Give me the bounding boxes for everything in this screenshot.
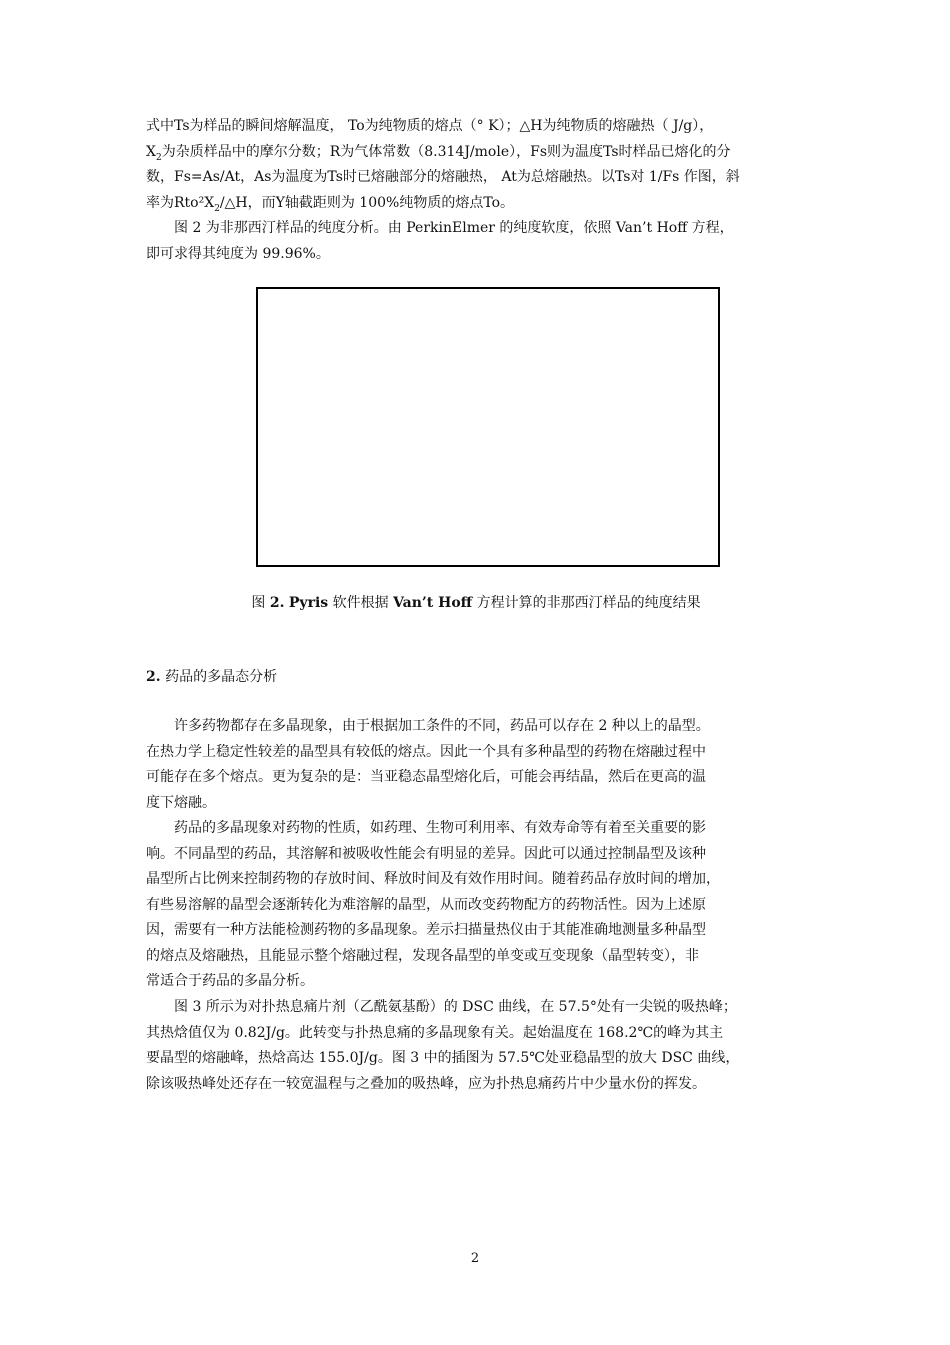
figure-2-image-frame — [256, 287, 720, 567]
text-line: 图 2 为非那西汀样品的纯度分析。由 PerkinElmer 的纯度软度，依照 Van’t Hoff 方程， — [174, 220, 734, 236]
text-line: 晶型所占比例来控制药物的存放时间、释放时间及有效作用时间。随着药品存放时间的增加， — [146, 871, 720, 887]
page-number: 2 — [470, 1251, 480, 1266]
text-span: /△H，而Y轴截距则为 100%纯物质的熔点To。 — [219, 194, 515, 211]
text-line: 即可求得其纯度为 99.96%。 — [146, 245, 330, 262]
text-line: 在热力学上稳定性较差的晶型具有较低的熔点。因此一个具有多种晶型的药物在熔融过程中 — [146, 743, 706, 760]
text-span: 为杂质样品中的摩尔分数；R为气体常数（8.314J/mole），Fs则为温度Ts时样品已熔化的分 — [161, 143, 731, 160]
text-line: 因，需要有一种方法能检测药物的多晶现象。差示扫描量热仪由于其能准确地测量多种晶型 — [146, 922, 706, 938]
paragraph-polymorphism-importance — [146, 816, 806, 995]
subscript: 2 — [155, 152, 162, 163]
subscript: 2 — [214, 203, 220, 214]
section-heading — [146, 666, 277, 688]
text-line — [146, 191, 806, 217]
caption-prefix: 图 — [251, 595, 266, 611]
section-number: 2. — [146, 669, 161, 685]
text-line: 的熔点及熔融热，且能显示整个熔融过程，发现各晶型的单变或互变现象（晶型转变），非 — [146, 947, 699, 964]
text-line: 要晶型的熔融峰，热焓高达 155.0J/g。图 3 中的插图为 57.5℃处亚稳晶型的放大 DSC 曲线， — [146, 1050, 740, 1066]
variable-x: X — [146, 143, 156, 160]
text-line: 其热焓值仅为 0.82J/g。此转变与扑热息痛的多晶现象有关。起始温度在 168.2℃的峰为其主 — [146, 1024, 724, 1041]
text-line: 许多药物都存在多晶现象，由于根据加工条件的不同，药品可以存在 2 种以上的晶型。 — [174, 718, 710, 734]
caption-middle: 软件根据 — [328, 595, 394, 611]
caption-suffix: 方程计算的非那西汀样品的纯度结果 — [472, 595, 701, 611]
text-line: 可能存在多个熔点。更为复杂的是：当亚稳态晶型熔化后，可能会再结晶，然后在更高的温 — [146, 769, 706, 785]
paragraph-formula-explanation — [146, 114, 806, 216]
text-line: 响。不同晶型的药品，其溶解和被吸收性能会有明显的差异。因此可以通过控制晶型及该种 — [146, 845, 706, 862]
text-line — [146, 140, 806, 166]
text-line: 常适合于药品的多晶分析。 — [146, 973, 314, 989]
text-line: 数，Fs=As/At，As为温度为Ts时已熔融部分的熔融热， At为总熔融热。以Ts对 1/Fs 作图，斜 — [146, 169, 740, 185]
text-line: 药品的多晶现象对药物的性质，如药理、生物可利用率、有效寿命等有着至关重要的影 — [174, 820, 706, 836]
text-line: 除该吸热峰处还存在一较宽温程与之叠加的吸热峰，应为扑热息痛药片中少量水份的挥发。 — [146, 1075, 706, 1092]
paragraph-purity-result — [146, 216, 806, 267]
paragraph-dsc-paracetamol — [146, 995, 806, 1097]
caption-number: 2. — [269, 595, 285, 611]
caption-equation: Van’t Hoff — [393, 595, 473, 611]
text-line: 图 3 所示为对扑热息痛片剂（乙酰氨基酚）的 DSC 曲线，在 57.5°处有一尖锐的吸热峰； — [174, 999, 737, 1015]
section-title: 药品的多晶态分析 — [165, 669, 278, 685]
text-line: 度下熔融。 — [146, 794, 216, 811]
paragraph-polymorphism-intro — [146, 714, 806, 816]
figure-2-caption — [146, 592, 806, 614]
caption-software: Pyris — [288, 595, 329, 611]
text-span: 率为Rto²X — [146, 194, 215, 211]
text-line: 式中Ts为样品的瞬间熔解温度， To为纯物质的熔点（° K）；△H为纯物质的熔融热（ J/g）， — [146, 118, 714, 134]
text-line: 有些易溶解的晶型会逐渐转化为难溶解的晶型，从而改变药物配方的药物活性。因为上述原 — [146, 896, 706, 913]
